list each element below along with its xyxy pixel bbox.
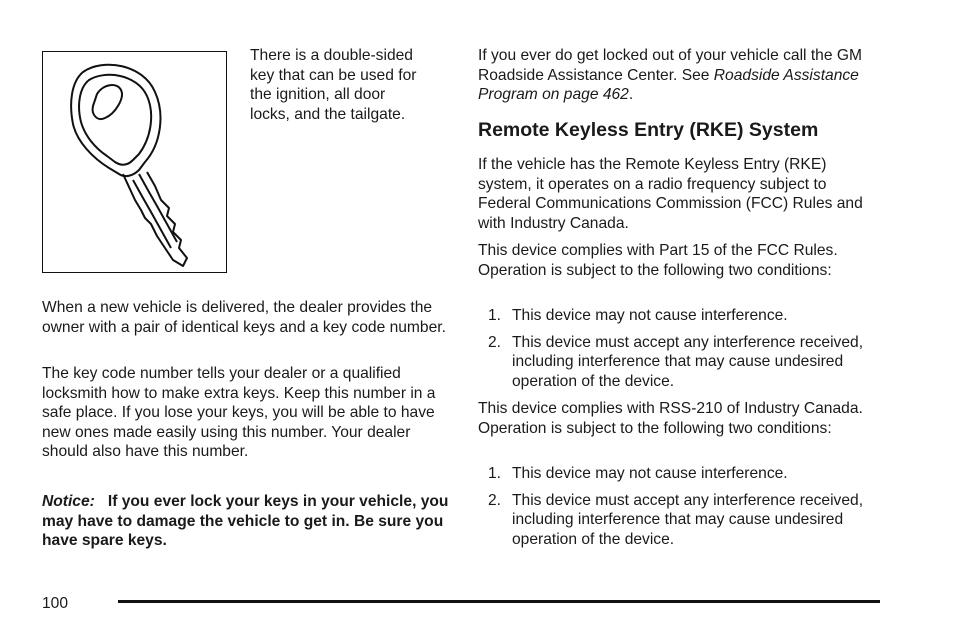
- list-number: 2.: [488, 333, 502, 351]
- list-text: This device must accept any interference received, including interference that may cause undesired operation of the device.: [512, 491, 864, 548]
- paragraph-lockout: [478, 46, 878, 105]
- notice-label: Notice:: [42, 493, 95, 510]
- cross-reference-link[interactable]: Roadside Assistance Program on page 462: [478, 66, 859, 104]
- footer-rule: [118, 600, 880, 603]
- list-text: This device may not cause interference.: [512, 465, 788, 482]
- caption-line: locks, and the tailgate.: [250, 105, 406, 123]
- page-number: 100: [42, 595, 69, 612]
- list-number: 2.: [488, 491, 502, 509]
- list-item: [478, 333, 878, 392]
- list-number: 1.: [488, 307, 502, 324]
- lockout-end: .: [628, 86, 634, 104]
- caption-line: the ignition, all door: [250, 86, 386, 104]
- lockout-text: If you ever do get locked out of your vehicle call the GM Roadside Assistance Center. See: [478, 47, 862, 84]
- paragraph-delivery: When a new vehicle is delivered, the dealer provides the owner with a pair of identical keys and a key code number.: [42, 299, 446, 336]
- notice-text: If you ever lock your keys in your vehicle, you may have to damage the vehicle to get in. Be sure you have spare keys.: [42, 493, 449, 550]
- paragraph-rss: This device complies with RSS-210 of Industry Canada. Operation is subject to the following two conditions:: [478, 400, 863, 437]
- section-heading: Remote Keyless Entry (RKE) System: [478, 119, 819, 141]
- caption-line: key that can be used for: [250, 66, 417, 84]
- list-item: [478, 306, 878, 326]
- caption-line: There is a double-sided: [250, 47, 413, 64]
- list-text: This device must accept any interference received, including interference that may cause undesired operation of the device.: [512, 333, 864, 390]
- list-number: 1.: [488, 465, 502, 482]
- fcc-conditions-list: [478, 306, 878, 391]
- notice-paragraph: [42, 492, 454, 551]
- paragraph-rke-intro: If the vehicle has the Remote Keyless Entry (RKE) system, it operates on a radio frequency subject to Federal Communications Commission (FCC) Rules and with Industry Canada.: [478, 156, 863, 232]
- paragraph-key-code: The key code number tells your dealer or a qualified locksmith how to make extra keys. Keep this number in a safe place. If you lose your keys, you will be able to have new ones made easily using this number. Your dealer should also have this number.: [42, 365, 436, 461]
- key-illustration-frame: [42, 51, 227, 273]
- list-item: [478, 491, 878, 550]
- figure-caption: [250, 46, 455, 124]
- list-item: [478, 464, 878, 484]
- rss-conditions-list: [478, 464, 878, 549]
- paragraph-fcc: This device complies with Part 15 of the FCC Rules. Operation is subject to the following two conditions:: [478, 242, 838, 279]
- ignition-key-icon: [43, 52, 225, 271]
- list-text: This device may not cause interference.: [512, 307, 788, 324]
